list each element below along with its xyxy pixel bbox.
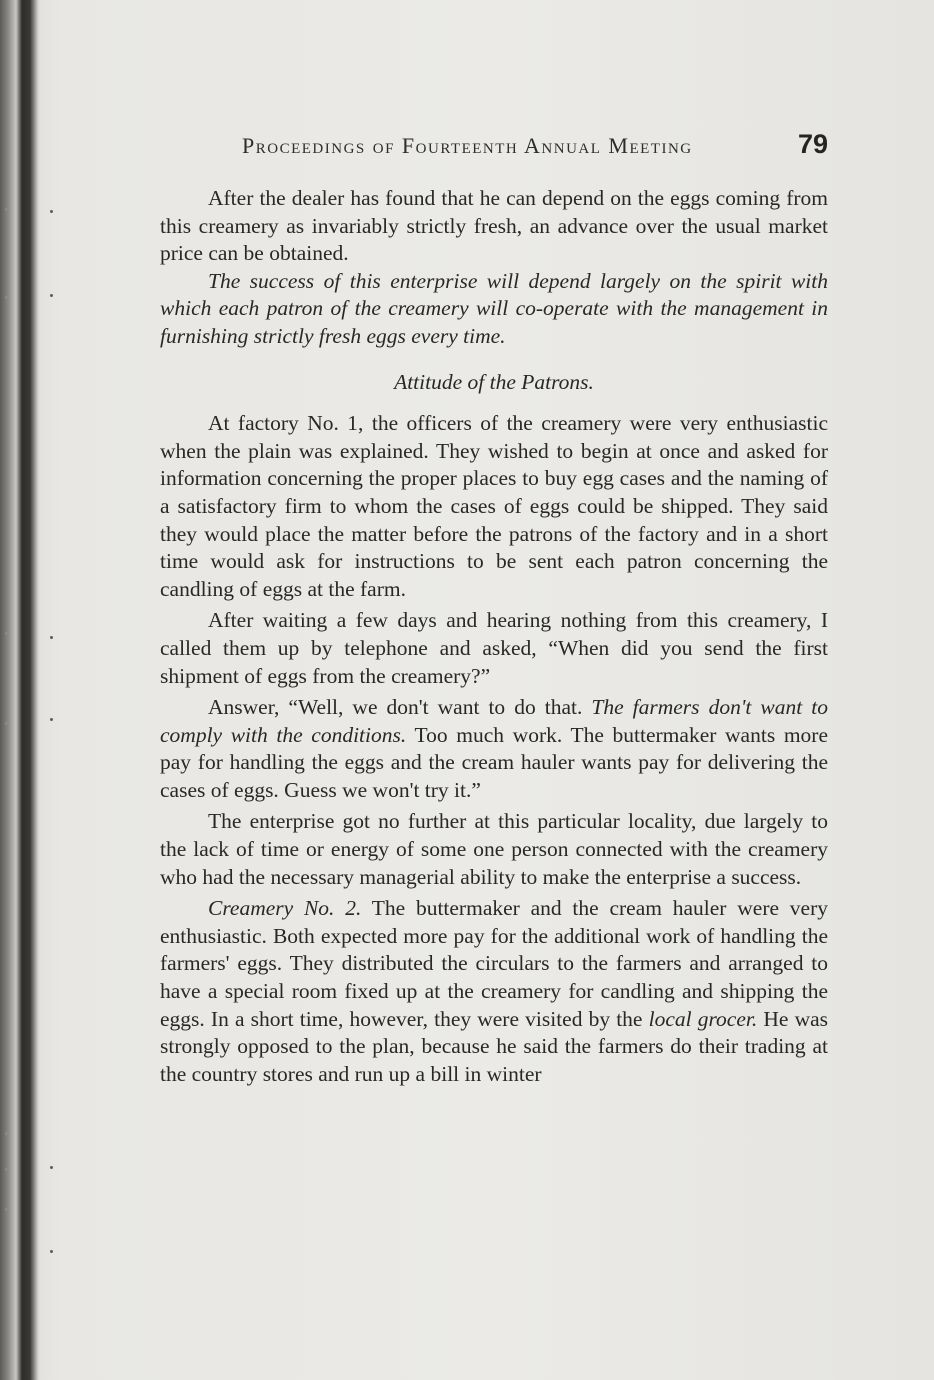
running-head-title: Proceedings of Fourteenth Annual Meeting [242, 133, 693, 158]
margin-mark [50, 294, 53, 297]
local-grocer-italic: local grocer. [648, 1006, 758, 1031]
answer-text-italic: The farmers don't want to comply with the conditions. [160, 695, 828, 747]
book-spine [0, 0, 40, 1380]
paragraph-success-spirit: The success of this enterprise will depend largely on the spirit with which each patron of the creamery will co-operate with the management in furnishing strictly fresh eggs every time. [160, 268, 828, 348]
paragraph-answer [160, 694, 828, 804]
creamery-no-2-lead: Creamery No. 2. [208, 896, 362, 921]
book-page [160, 125, 828, 1088]
margin-mark [5, 1208, 8, 1211]
creamery-no-2-text-start: The buttermaker and the cream hauler were very enthusiastic. Both expected more pay for the additional work of handling the farmers' eggs. They distributed the circulars to the farmers and arranged to have a special room fixed up at the creamery for candling and shipping the eggs. In a short time, however, they were visited by the [160, 896, 828, 1031]
paragraph-telephone-call: After waiting a few days and hearing nothing from this creamery, I called them up by telephone and asked, “When did you send the first shipment of eggs from the creamery?” [160, 608, 828, 688]
paragraph-factory-no-1: At factory No. 1, the officers of the creamery were very enthusiastic when the plain was explained. They wished to begin at once and asked for information concerning the proper places to buy egg cases and the naming of a satisfactory firm to whom the cases of eggs could be shipped. They said they would place the matter before the patrons of the factory and in a short time would ask for instructions to be sent each patron concerning the candling of eggs at the farm. [160, 411, 828, 601]
answer-text-end: Too much work. The buttermaker wants more pay for handling the eggs and the cream hauler wants pay for delivering the cases of eggs. Guess we won't try it.” [160, 722, 829, 802]
margin-mark [50, 1250, 53, 1253]
section-heading: Attitude of the Patrons. [394, 369, 594, 394]
answer-text-start: Answer, “Well, we don't want to do that. [208, 695, 592, 720]
paragraph-creamery-no-2 [160, 895, 828, 1088]
margin-mark [5, 722, 8, 725]
margin-mark [50, 718, 53, 721]
paragraph-enterprise-failed: The enterprise got no further at this particular locality, due largely to the lack of time or energy of some one person connected with the creamery who had the necessary managerial ability to make the enterprise a success. [160, 809, 828, 889]
margin-mark [50, 1166, 53, 1169]
margin-mark [5, 1132, 8, 1135]
page-number: 79 [797, 129, 828, 159]
paragraph-dealer-advance: After the dealer has found that he can depend on the eggs coming from this creamery as invariably strictly fresh, an advance over the usual market price can be obtained. [160, 186, 828, 266]
margin-mark [5, 632, 8, 635]
margin-mark [5, 1168, 8, 1171]
margin-mark [50, 210, 53, 213]
margin-mark [5, 208, 8, 211]
margin-mark [5, 296, 8, 299]
creamery-no-2-text-end: He was strongly opposed to the plan, because he said the farmers do their trading at the country stores and run up a bill in winter [160, 1006, 829, 1086]
body-text [160, 185, 828, 1088]
margin-mark [50, 636, 53, 639]
running-head [160, 125, 828, 173]
